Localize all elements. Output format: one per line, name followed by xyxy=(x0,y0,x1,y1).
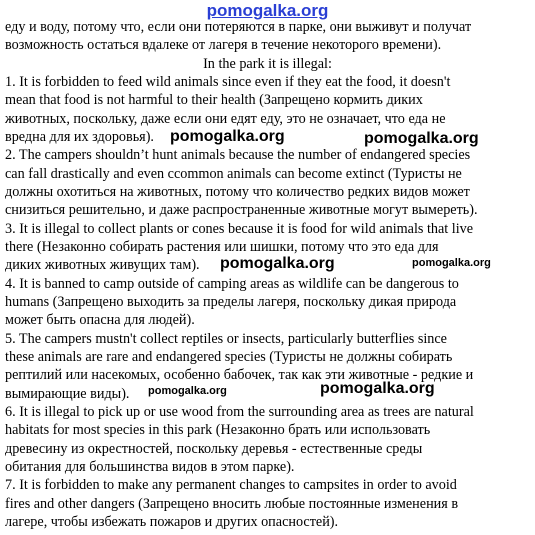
item-4-line-1: 4. It is banned to camp outside of camping areas as wildlife can be dangerous to xyxy=(5,276,459,292)
item-2-line-1: 2. The campers shouldn’t hunt animals because the number of endangered species xyxy=(5,147,471,163)
item-7-line-1: 7. It is forbidden to make any permanent changes to campsites in order to avoid xyxy=(5,477,457,493)
item-5-line-1: 5. The campers mustn't collect reptiles or insects, particularly butterflies since xyxy=(5,331,447,347)
item-6-line-3: древесину из окрестностей, поскольку деревья - естественные среды xyxy=(5,441,423,457)
item-2-line-3: должны охотиться на животных, потому что количество редких видов может xyxy=(5,184,470,200)
watermark-top: pomogalka.org xyxy=(206,1,329,20)
item-3-line-3: диких животных живущих там). xyxy=(5,257,200,273)
item-2-line-2: can fall drastically and even ccommon animals can become extinct (Туристы не xyxy=(5,166,462,182)
item-4-line-2: humans (Запрещено выходить за пределы лагеря, поскольку дикая природа xyxy=(5,294,457,310)
item-3-line-1: 3. It is illegal to collect plants or cones because it is food for wild animals that live xyxy=(5,221,474,237)
item-6-line-1: 6. It is illegal to pick up or use wood from the surrounding area as trees are natural xyxy=(5,404,474,420)
watermark-4: pomogalka.org xyxy=(412,257,491,269)
watermark-5: pomogalka.org xyxy=(148,385,227,397)
watermark-1: pomogalka.org xyxy=(170,128,285,145)
section-heading: In the park it is illegal: xyxy=(203,56,332,72)
item-6-line-4: обитания для большинства видов в этом парке). xyxy=(5,459,295,475)
item-5-line-4: вымирающие виды). xyxy=(5,386,130,402)
item-2-line-4: снизиться решительно, и даже распространенные животные могут вымереть). xyxy=(5,202,478,218)
watermark-3: pomogalka.org xyxy=(220,255,335,272)
text-line-2: возможность остаться вдалеке от лагеря в течение некоторого времени). xyxy=(5,37,442,53)
item-5-line-3: рептилий или насекомых, особенно бабочек, так как эти животные - редкие и xyxy=(5,367,474,383)
item-6-line-2: habitats for most species in this park (Незаконно брать или использовать xyxy=(5,422,431,438)
watermark-2: pomogalka.org xyxy=(364,130,479,147)
watermark-6: pomogalka.org xyxy=(320,380,435,397)
text-line-1: еду и воду, потому что, если они потеряются в парке, они выживут и получат xyxy=(5,19,472,35)
item-1-line-1: 1. It is forbidden to feed wild animals since even if they eat the food, it doesn't xyxy=(5,74,451,90)
item-1-line-3: животных, поскольку, даже если они едят еду, это не означает, что еда не xyxy=(5,111,446,127)
item-3-line-2: there (Незаконно собирать растения или шишки, потому что это еда для xyxy=(5,239,439,255)
item-1-line-4: вредна для их здоровья). xyxy=(5,129,154,145)
item-1-line-2: mean that food is not harmful to their health (Запрещено кормить диких xyxy=(5,92,423,108)
item-7-line-3: лагере, чтобы избежать пожаров и других опасностей). xyxy=(5,514,339,530)
item-5-line-2: these animals are rare and endangered species (Туристы не должны собирать xyxy=(5,349,453,365)
item-7-line-2: fires and other dangers (Запрещено вносить любые постоянные изменения в xyxy=(5,496,459,512)
item-4-line-3: может быть опасна для людей). xyxy=(5,312,195,328)
